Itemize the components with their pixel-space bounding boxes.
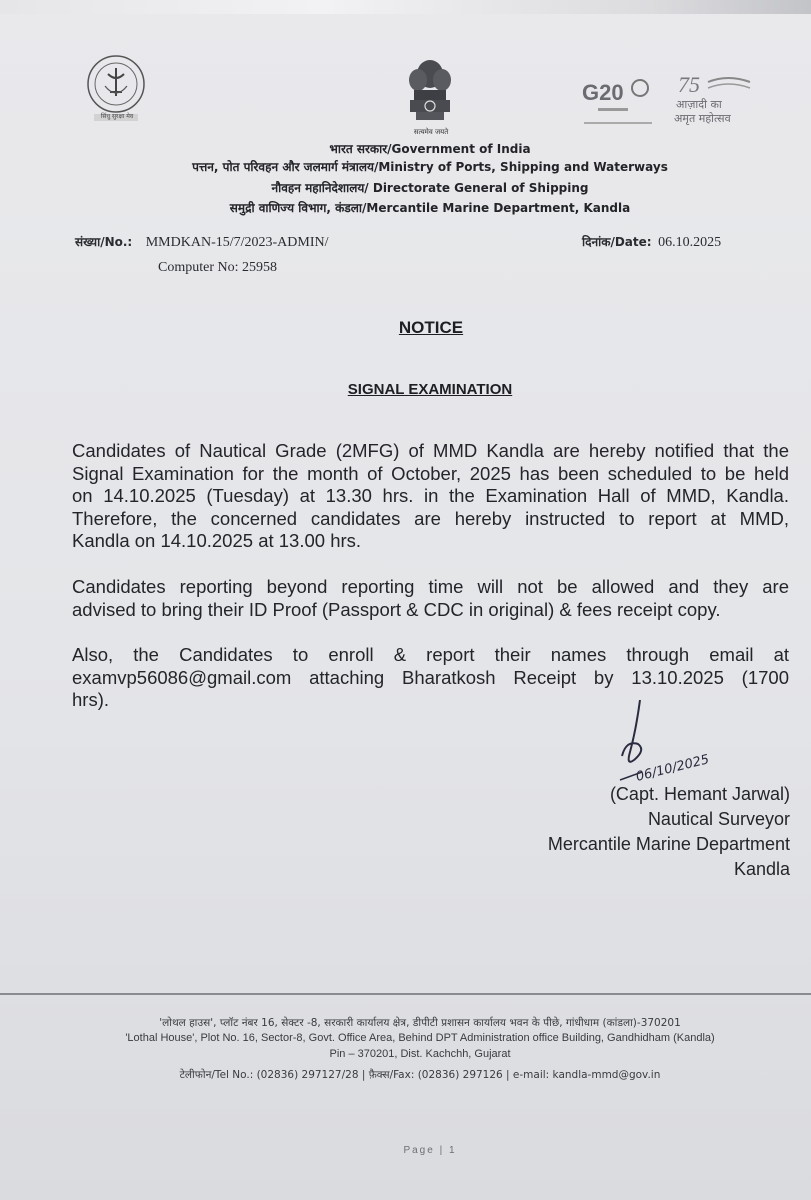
- footer-address-hindi: 'लोथल हाउस', प्लॉट नंबर 16, सेक्टर -8, सरकारी कार्यालय क्षेत्र, डीपीटी प्रशासन कार्यालय भवन के पीछे, गांधीधाम (कांडला)-370201: [159, 1017, 681, 1029]
- page-number: Page | 1: [403, 1145, 457, 1156]
- notice-subject: SIGNAL EXAMINATION: [347, 381, 513, 398]
- azadi-logo-icon: [668, 72, 768, 127]
- notice-title: NOTICE: [398, 318, 464, 337]
- computer-number: Computer No: 25958: [158, 260, 277, 275]
- paragraph-line: advised to bring their ID Proof (Passport & CDC in original) & fees receipt copy.: [72, 598, 721, 620]
- signatory-designation: Nautical Surveyor: [647, 809, 790, 829]
- paragraph-line: on 14.10.2025 (Tuesday) at 13.30 hrs. in the Examination Hall of MMD, Kandla.: [72, 485, 789, 506]
- signatory-name: (Capt. Hemant Jarwal): [609, 784, 790, 804]
- header-govt-of-india: भारत सरकार/Government of India: [329, 142, 531, 156]
- signatory-place: Kandla: [733, 859, 790, 879]
- handwritten-date: 06/10/2025: [634, 752, 711, 785]
- footer-pin: Pin – 370201, Dist. Kachchh, Gujarat: [329, 1048, 511, 1060]
- paragraph-line: Therefore, the concerned candidates are hereby instructed to report at MMD,: [72, 507, 789, 529]
- paper-edge: [0, 0, 811, 14]
- reference-value: MMDKAN-15/7/2023-ADMIN/: [145, 235, 329, 250]
- g20-logo-icon: [578, 74, 658, 134]
- body-paragraph-1: [72, 440, 789, 553]
- handwritten-signature: [612, 700, 732, 790]
- signature-block: [480, 782, 790, 882]
- paragraph-line: Signal Examination for the month of October, 2025 has been scheduled to be held: [72, 462, 789, 484]
- date-label: दिनांक/Date:: [582, 235, 652, 249]
- paragraph-line: Candidates reporting beyond reporting time will not be allowed and they are: [72, 576, 789, 597]
- notice-date: [582, 233, 721, 251]
- paragraph-line: hrs).: [72, 689, 109, 710]
- signatory-department: Mercantile Marine Department: [547, 834, 790, 854]
- paragraph-line: Kandla on 14.10.2025 at 13.00 hrs.: [72, 530, 362, 551]
- reference-number: [75, 233, 329, 251]
- header-ministry: पत्तन, पोत परिवहन और जलमार्ग मंत्रालय/Ministry of Ports, Shipping and Waterways: [192, 160, 668, 174]
- emblem-caption: सत्यमेव जयते: [413, 128, 449, 136]
- header-dg-shipping: नौवहन महानिदेशालय/ Directorate General of Shipping: [271, 181, 589, 195]
- footer-contact: टेलीफोन/Tel No.: (02836) 297127/28 | फ़ैक्स/Fax: (02836) 297126 | e-mail: kandla-mmd@gov.in: [179, 1069, 661, 1081]
- paragraph-line: Also, the Candidates to enroll & report their names through email at: [72, 644, 789, 665]
- paragraph-line: examvp56086@gmail.com attaching Bharatkosh Receipt by 13.10.2025 (1700: [72, 666, 789, 688]
- body-paragraph-2: [72, 576, 789, 621]
- left-logo-caption: सिंधु सुरक्षा मेव: [100, 113, 134, 120]
- azadi-text-1: आज़ादी का: [676, 98, 722, 111]
- paragraph-line: Candidates of Nautical Grade (2MFG) of MMD Kandla are hereby notified that the: [72, 440, 789, 461]
- g20-text: G20: [582, 80, 624, 105]
- footer-divider: [0, 993, 811, 995]
- azadi-75: 75: [678, 72, 700, 97]
- date-value: 06.10.2025: [658, 235, 722, 250]
- reference-label: संख्या/No.:: [75, 235, 133, 249]
- header-mmd-kandla: समुद्री वाणिज्य विभाग, कंडला/Mercantile Marine Department, Kandla: [229, 201, 631, 215]
- footer-address-english: 'Lothal House', Plot No. 16, Sector-8, Govt. Office Area, Behind DPT Administration office Building, Gandhidham (Kandla): [125, 1032, 715, 1044]
- azadi-text-2: अमृत महोत्सव: [674, 112, 731, 125]
- national-emblem-icon: [398, 52, 462, 132]
